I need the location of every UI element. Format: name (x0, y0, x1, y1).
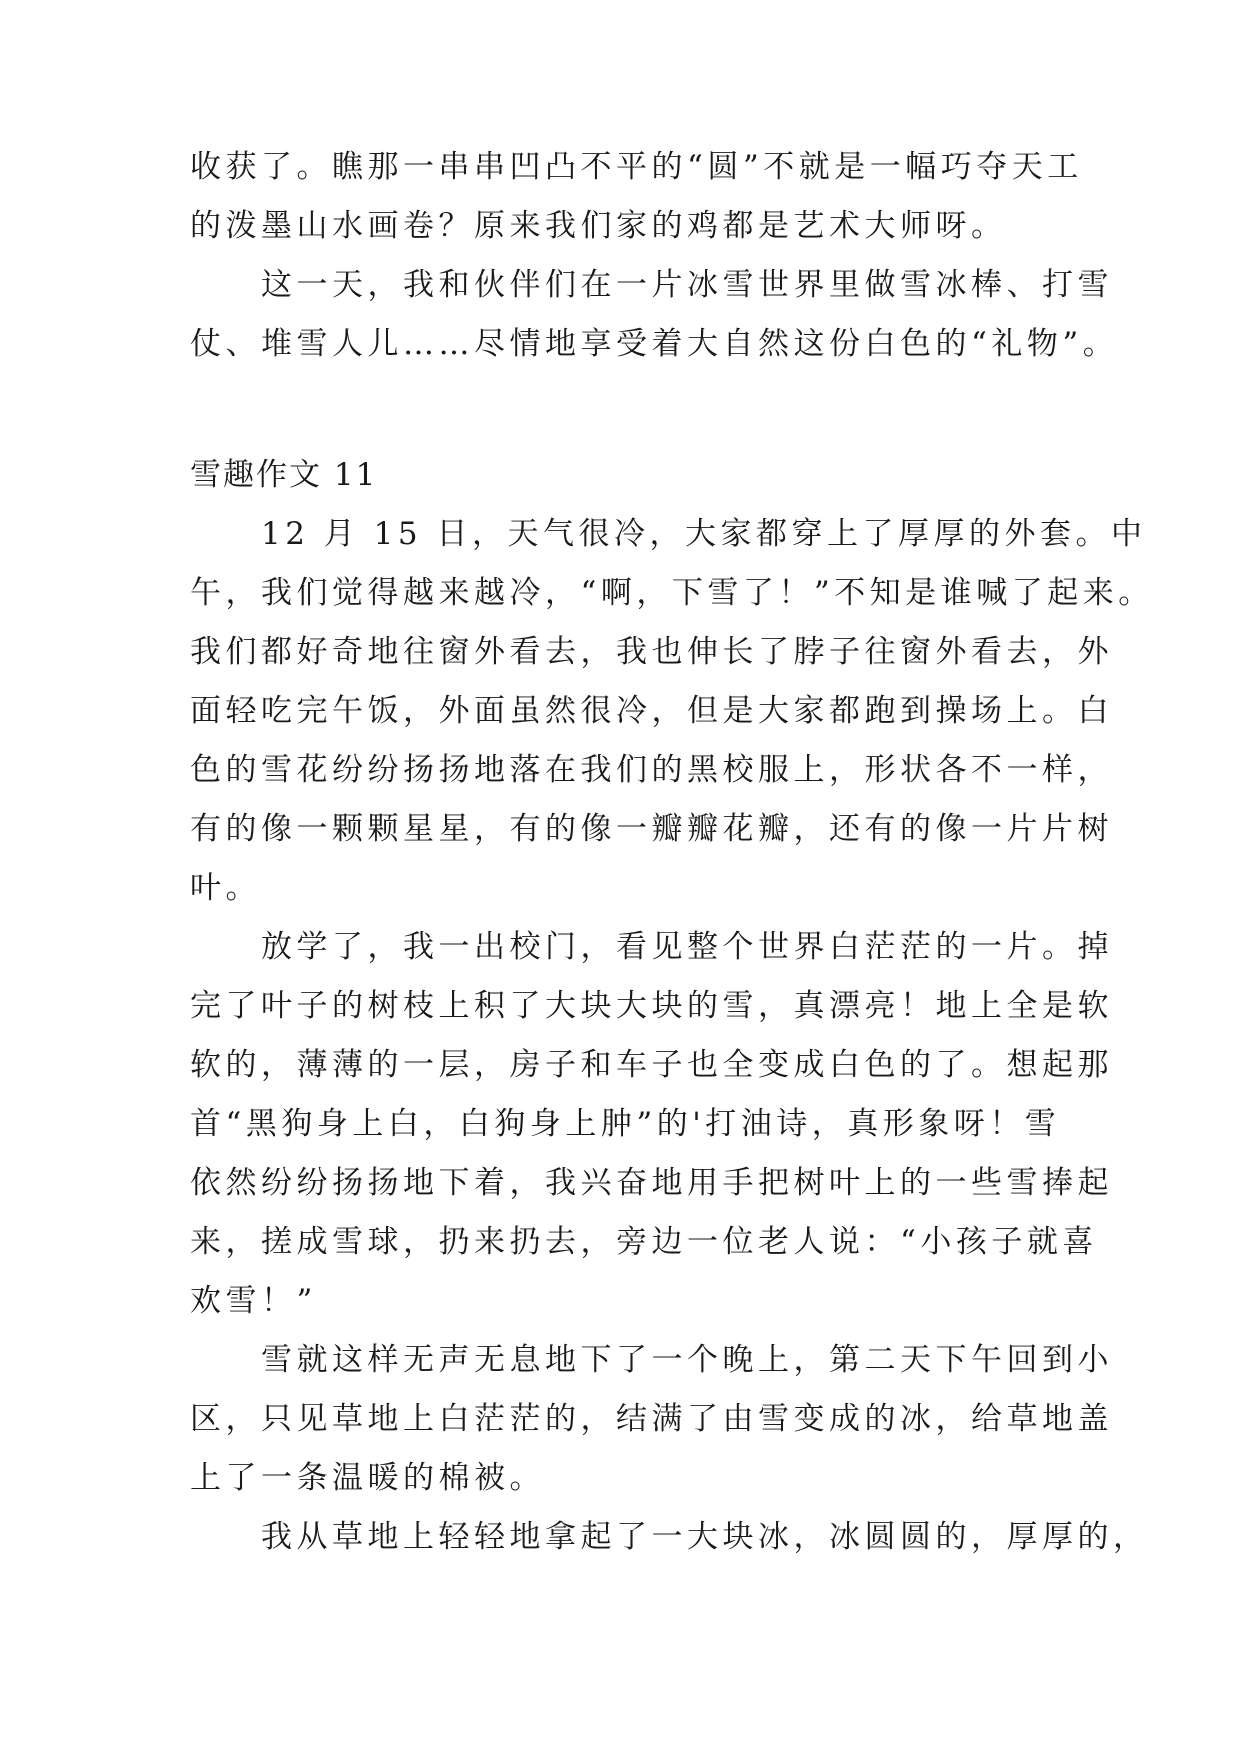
text-line: 区，只见草地上白茫茫的，结满了由雪变成的冰，给草地盖 (190, 1401, 1113, 1437)
text-line: 12 月 15 日，天气很冷，大家都穿上了厚厚的外套。中 (190, 516, 1147, 552)
text-line: 首“黑狗身上白，白狗身上肿”的'打油诗，真形象呀！雪 (190, 1106, 1061, 1142)
text-line: 依然纷纷扬扬地下着，我兴奋地用手把树叶上的一些雪捧起 (190, 1165, 1113, 1201)
text-line: 我从草地上轻轻地拿起了一大块冰，冰圆圆的，厚厚的， (190, 1519, 1149, 1555)
text-line: 色的雪花纷纷扬扬地落在我们的黑校服上，形状各不一样， (190, 752, 1113, 788)
text-line: 上了一条温暖的棉被。 (190, 1460, 545, 1496)
text-line: 雪就这样无声无息地下了一个晚上，第二天下午回到小 (190, 1342, 1113, 1378)
text-line: 来，搓成雪球，扔来扔去，旁边一位老人说：“小孩子就喜 (190, 1224, 1098, 1260)
text-line: 放学了，我一出校门，看见整个世界白茫茫的一片。掉 (190, 929, 1113, 965)
text-line: 有的像一颗颗星星，有的像一瓣瓣花瓣，还有的像一片片树 (190, 811, 1113, 847)
text-line: 叶。 (190, 870, 261, 906)
text-line: 收获了。瞧那一串串凹凸不平的“圆”不就是一幅巧夺天工 (190, 149, 1083, 185)
text-line: 完了叶子的树枝上积了大块大块的雪，真漂亮！地上全是软 (190, 988, 1113, 1024)
text-line: 这一天，我和伙伴们在一片冰雪世界里做雪冰棒、打雪 (190, 267, 1113, 303)
essay-title: 雪趣作文 11 (190, 457, 378, 493)
text-line: 欢雪！” (190, 1283, 317, 1319)
text-line: 仗、堆雪人儿……尽情地享受着大自然这份白色的“礼物”。 (190, 326, 1119, 362)
text-line: 面轻吃完午饭，外面虽然很冷，但是大家都跑到操场上。白 (190, 693, 1113, 729)
text-line: 我们都好奇地往窗外看去，我也伸长了脖子往窗外看去，外 (190, 634, 1113, 670)
essay-section (190, 446, 1154, 1567)
text-line: 软的，薄薄的一层，房子和车子也全变成白色的了。想起那 (190, 1047, 1113, 1083)
text-line: 的泼墨山水画卷？原来我们家的鸡都是艺术大师呀。 (190, 208, 1007, 244)
text-line: 午，我们觉得越来越冷，“啊，下雪了！”不知是谁喊了起来。 (190, 575, 1154, 611)
essay-body (190, 138, 1119, 374)
